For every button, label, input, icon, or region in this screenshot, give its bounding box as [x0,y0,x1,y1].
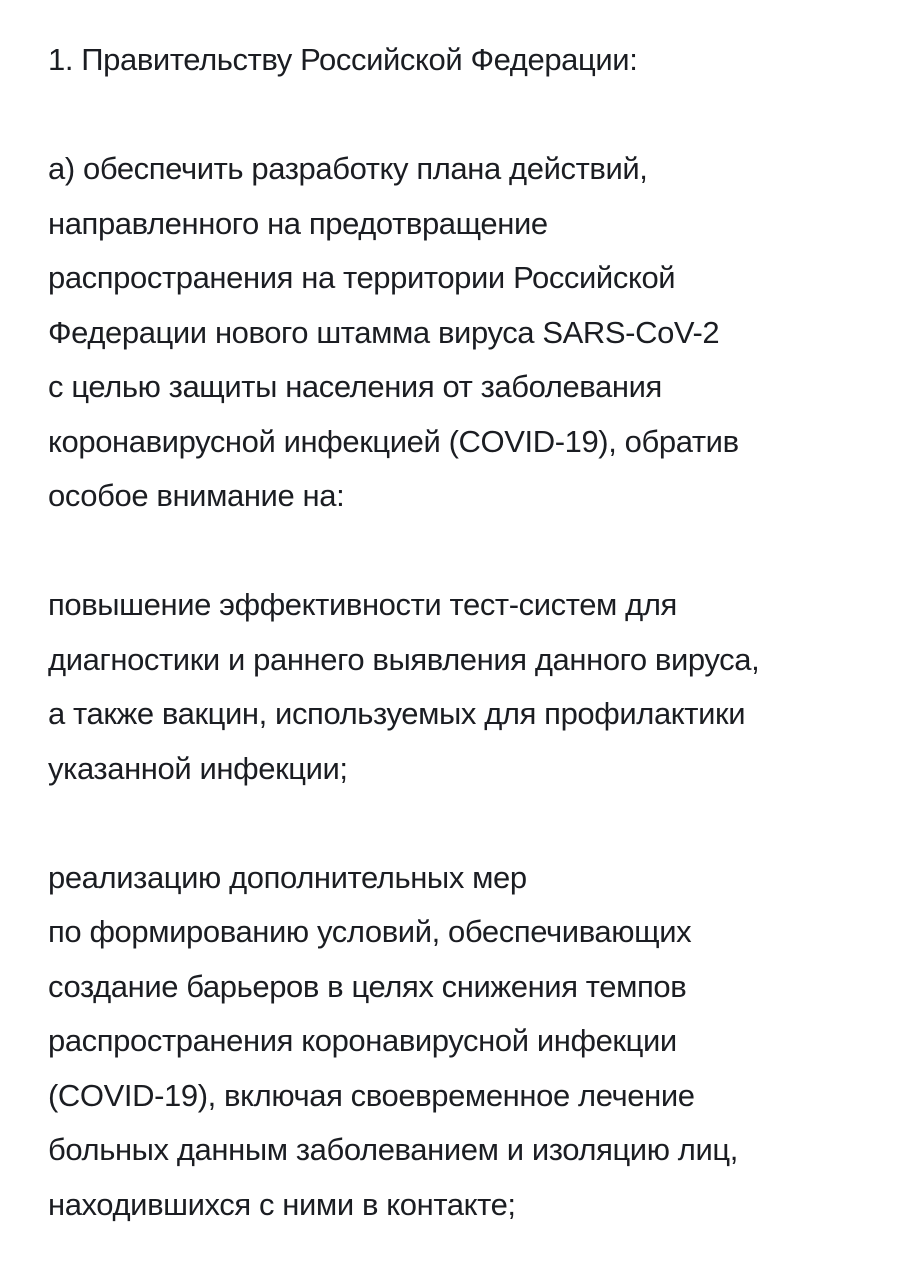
paragraph-spacer [48,88,908,143]
text-line: с целью защиты населения от заболевания [48,369,662,404]
text-line: указанной инфекции; [48,750,348,786]
text-line: (COVID-19), включая своевременное лечение [48,1077,695,1113]
paragraph-test-systems [48,578,908,796]
text-line: а также вакцин, используемых для профилактики [48,696,746,731]
text-line: диагностики и раннего выявления данного вируса, [48,641,760,677]
text-line: повышение эффективности тест-систем для [48,587,677,622]
text-line: распространения на территории Российской [48,260,676,295]
paragraph-plan-of-action [48,142,908,524]
text-line: находившихся с ними в контакте; [48,1186,516,1222]
text-line: особое внимание на: [48,478,345,513]
text-line: а) обеспечить разработку плана действий, [48,151,648,186]
document-body [48,33,908,1232]
paragraph-additional-measures [48,851,908,1233]
text-line: реализацию дополнительных мер [48,859,527,895]
document-heading: 1. Правительству Российской Федерации: [48,42,638,77]
text-line: коронавирусной инфекцией (COVID-19), обратив [48,423,739,459]
text-line: больных данным заболеванием и изоляцию лиц, [48,1132,738,1167]
text-line: распространения коронавирусной инфекции [48,1023,677,1058]
paragraph-spacer [48,524,908,579]
paragraph-spacer [48,796,908,851]
text-line: по формированию условий, обеспечивающих [48,914,692,949]
text-line: Федерации нового штамма вируса SARS-CoV-2 [48,314,720,350]
text-line: направленного на предотвращение [48,205,548,241]
text-line: создание барьеров в целях снижения темпов [48,968,687,1004]
